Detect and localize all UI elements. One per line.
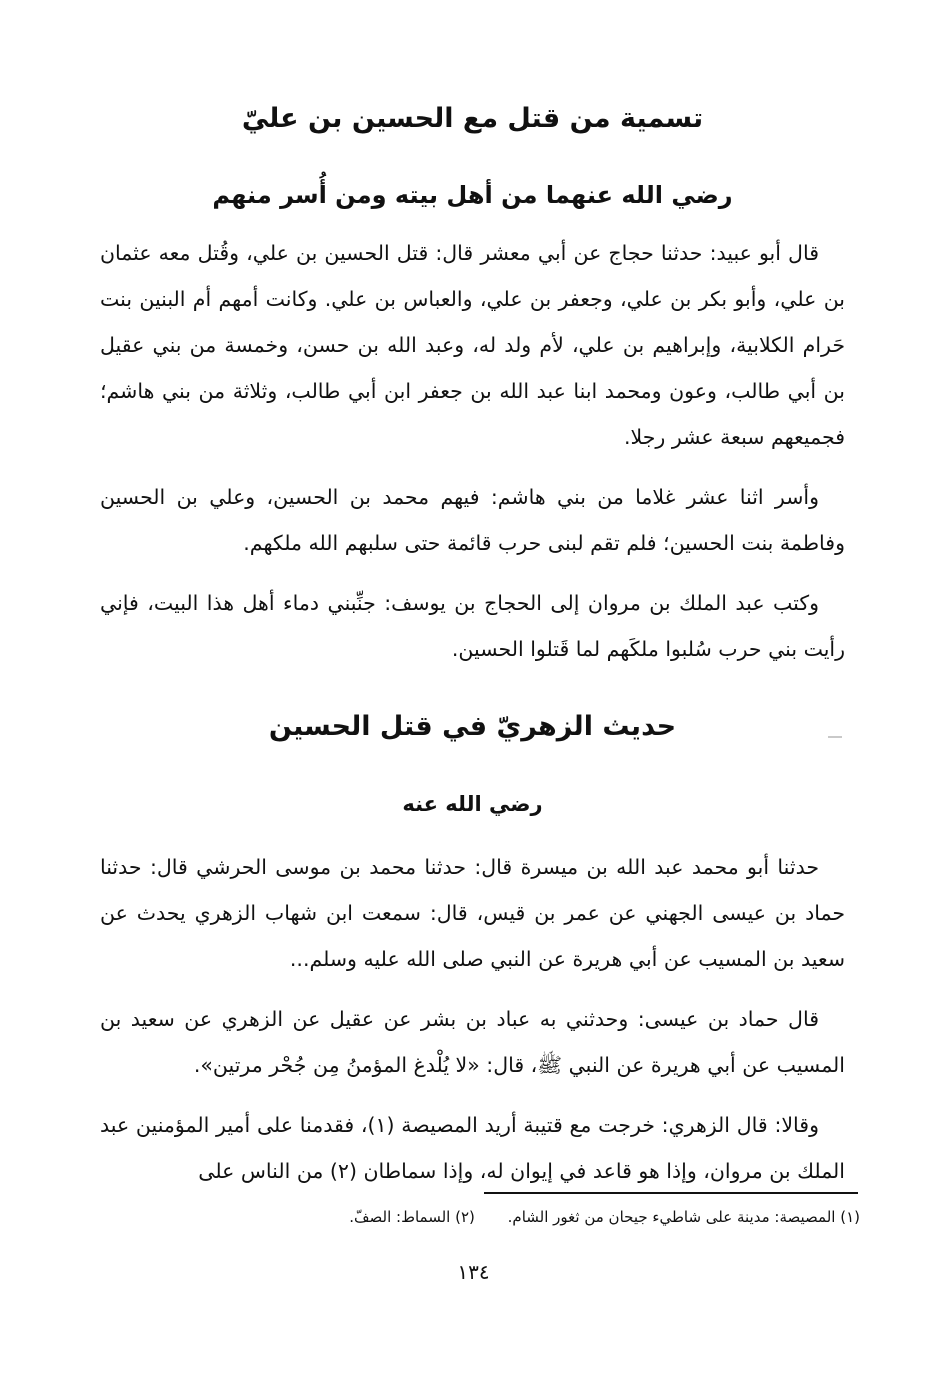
footnotes <box>260 1200 860 1234</box>
chapter-title: تسمية من قتل مع الحسين بن عليّ <box>241 103 704 134</box>
paragraph-5: قال حماد بن عيسى: وحدثني به عباد بن بشر عن عقيل عن الزهري عن سعيد بن المسيب عن أبي هريرة عن النبي ﷺ، قال: «لا يُلْدغ المؤمنُ مِن جُحْر مرتين». <box>100 1007 845 1077</box>
paragraph-2: وأسر اثنا عشر غلاما من بني هاشم: فيهم محمد بن الحسين، وعلي بن الحسين وفاطمة بنت الحسين؛ فلم تقم لبنى حرب قائمة حتى سلبهم الله ملكهم. <box>100 485 845 555</box>
page-content <box>100 92 845 1194</box>
chapter-subtitle: رضي الله عنهما من أهل بيته ومن أُسر منهم <box>212 181 733 209</box>
footnote-divider <box>484 1192 858 1194</box>
paragraph-6: وقالا: قال الزهري: خرجت مع قتيبة أريد المصيصة (١)، فقدمنا على أمير المؤمنين عبد الملك بن مروان، وإذا هو قاعد في إيوان له، وإذا سماطان (٢) من الناس على <box>100 1113 845 1183</box>
paragraph-4: حدثنا أبو محمد عبد الله بن ميسرة قال: حدثنا محمد بن موسى الحرشي قال: حدثنا حماد بن عيسى الجهني عن عمر بن قيس، قال: سمعت ابن شهاب الزهري يحدث عن سعيد بن المسيب عن أبي هريرة عن النبي صلى الله عليه وسلم... <box>100 855 845 971</box>
scan-speck <box>828 736 842 738</box>
footnote-1: (١) المصيصة: مدينة على شاطيء جيحان من ثغور الشام. <box>507 1208 860 1226</box>
paragraph-1: قال أبو عبيد: حدثنا حجاج عن أبي معشر قال: قتل الحسين بن علي، وقُتل معه عثمان بن علي، وأبو بكر بن علي، وجعفر بن علي، والعباس بن علي. وكانت أمهم أم البنين بنت حَرام الكلابية، وإبراهيم بن علي، لأم ولد له، وعبد الله بن حسن، وخمسة من بني عقيل بن أبي طالب، وعون ومحمد ابنا عبد الله بن جعفر ابن أبي طالب، وثلاثة من بني هاشم؛ فجميعهم سبعة عشر رجلا. <box>100 241 845 449</box>
page-number: ١٣٤ <box>457 1260 490 1284</box>
section-subtitle: رضي الله عنه <box>402 792 543 816</box>
section-title: حديث الزهريّ في قتل الحسين <box>268 711 677 742</box>
paragraph-3: وكتب عبد الملك بن مروان إلى الحجاج بن يوسف: جنِّبني دماء أهل هذا البيت، فإني رأيت بني حرب سُلبوا ملكَهم لما قَتلوا الحسين. <box>100 591 845 661</box>
footnote-2: (٢) السماط: الصفّ. <box>349 1208 475 1226</box>
